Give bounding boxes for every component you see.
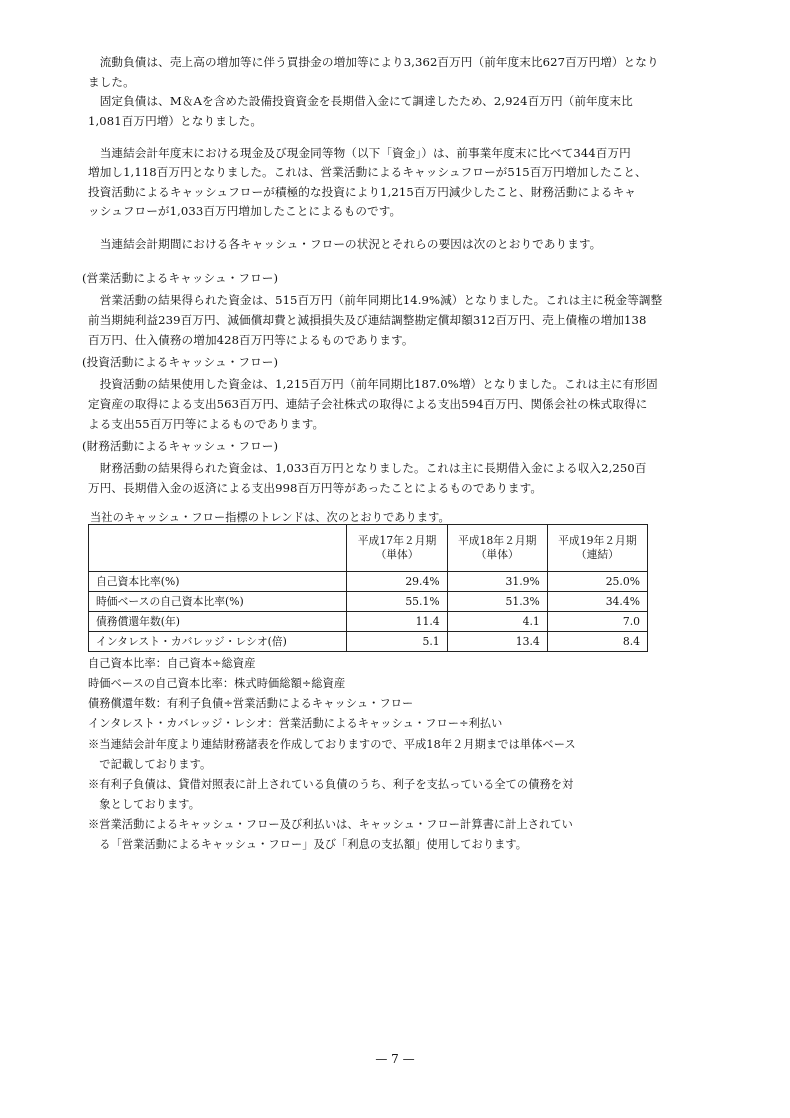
note-line: で記載しております。 xyxy=(88,758,212,771)
row-label: 債務償還年数(年) xyxy=(89,612,347,632)
cash-flow-indicator-table xyxy=(88,524,648,652)
table-cell: 34.4% xyxy=(547,592,647,612)
note-line: る「営業活動によるキャッシュ・フロー」及び「利息の支払額」使用しております。 xyxy=(88,838,528,851)
section-heading-operating: (営業活動によるキャッシュ・フロー) xyxy=(82,271,279,285)
row-label: 自己資本比率(%) xyxy=(89,572,347,592)
table-cell: 8.4 xyxy=(547,632,647,652)
operating-line-1: 営業活動の結果得られた資金は、515百万円（前年同期比14.9%減）となりました。これは主に税金等調整 xyxy=(88,293,663,307)
table-row xyxy=(89,592,648,612)
table-header-row xyxy=(89,525,648,572)
table-header-fy2006 xyxy=(447,525,547,572)
paragraph-fixed-liabilities-line-2: 1,081百万円増）となりました。 xyxy=(88,114,263,128)
table-cell: 25.0% xyxy=(547,572,647,592)
note-line: 象としております。 xyxy=(88,798,200,811)
row-label: インタレスト・カバレッジ・レシオ(倍) xyxy=(89,632,347,652)
table-header-blank xyxy=(89,525,347,572)
operating-line-2: 前当期純利益239百万円、減価償却費と減損損失及び連結調整勘定償却額312百万円、売上債権の増加138 xyxy=(88,313,647,327)
table-cell: 13.4 xyxy=(447,632,547,652)
financing-line-1: 財務活動の結果得られた資金は、1,033百万円となりました。これは主に長期借入金による収入2,250百 xyxy=(88,461,647,475)
table-row xyxy=(89,572,648,592)
table-row xyxy=(89,612,648,632)
paragraph-cash-line-2: 増加し1,118百万円となりました。これは、営業活動によるキャッシュフローが515百万円増加したこと、 xyxy=(88,165,647,179)
page-number: — 7 — xyxy=(375,1052,415,1066)
table-cell: 55.1% xyxy=(347,592,447,612)
section-heading-investing: (投資活動によるキャッシュ・フロー) xyxy=(82,355,279,369)
financing-line-2: 万円、長期借入金の返済による支出998百万円等があったことによるものであります。 xyxy=(88,481,543,495)
column-period: 平成19年２月期 xyxy=(558,534,637,547)
note-line: ※有利子負債は、貸借対照表に計上されている負債のうち、利子を支払っている全ての債務を対 xyxy=(88,778,574,791)
investing-line-1: 投資活動の結果使用した資金は、1,215百万円（前年同期比187.0%増）となりました。これは主に有形固 xyxy=(88,377,658,391)
note-line: インタレスト・カバレッジ・レシオ：営業活動によるキャッシュ・フロー÷利払い xyxy=(88,717,503,730)
paragraph-cash-line-3: 投資活動によるキャッシュフローが積極的な投資により1,215百万円減少したこと、財務活動によるキャ xyxy=(88,185,636,199)
operating-line-3: 百万円、仕入債務の増加428百万円等によるものであります。 xyxy=(88,333,414,347)
investing-line-2: 定資産の取得による支出563百万円、連結子会社株式の取得による支出594百万円、関係会社の株式取得に xyxy=(88,397,648,411)
table-row xyxy=(89,632,648,652)
table-header-fy2005 xyxy=(347,525,447,572)
table-cell: 11.4 xyxy=(347,612,447,632)
table-header-fy2007 xyxy=(547,525,647,572)
table-cell: 31.9% xyxy=(447,572,547,592)
note-line: 時価ベースの自己資本比率：株式時価総額÷総資産 xyxy=(88,677,346,690)
investing-line-3: よる支出55百万円等によるものであります。 xyxy=(88,417,325,431)
note-line: ※営業活動によるキャッシュ・フロー及び利払いは、キャッシュ・フロー計算書に計上されてい xyxy=(88,818,573,831)
note-line: ※当連結会計年度より連結財務諸表を作成しておりますので、平成18年２月期までは単体ベース xyxy=(88,738,576,751)
paragraph-cash-line-4: ッシュフローが1,033百万円増加したことによるものです。 xyxy=(88,204,402,218)
table-cell: 7.0 xyxy=(547,612,647,632)
column-period: 平成17年２月期 xyxy=(357,534,437,547)
table-cell: 29.4% xyxy=(347,572,447,592)
paragraph-fixed-liabilities-line-1: 固定負債は、M＆Aを含めた設備投資資金を長期借入金にて調達したため、2,924百万円（前年度末比 xyxy=(88,94,633,108)
paragraph-current-liabilities-line-2: ました。 xyxy=(88,75,135,89)
paragraph-intro-line-1: 当連結会計期間における各キャッシュ・フローの状況とそれらの要因は次のとおりであります。 xyxy=(88,237,602,251)
table-cell: 5.1 xyxy=(347,632,447,652)
column-basis: （連結） xyxy=(575,548,619,561)
paragraph-current-liabilities-line-1: 流動負債は、売上高の増加等に伴う買掛金の増加等により3,362百万円（前年度末比627百万円増）となり xyxy=(88,55,659,69)
column-basis: （単体） xyxy=(475,548,519,561)
table-caption: 当社のキャッシュ・フロー指標のトレンドは、次のとおりであります。 xyxy=(90,511,450,524)
section-heading-financing: (財務活動によるキャッシュ・フロー) xyxy=(82,439,279,453)
note-line: 自己資本比率：自己資本÷総資産 xyxy=(88,657,256,670)
table-cell: 4.1 xyxy=(447,612,547,632)
column-basis: （単体） xyxy=(375,548,419,561)
note-line: 債務償還年数：有利子負債÷営業活動によるキャッシュ・フロー xyxy=(88,697,414,710)
paragraph-cash-line-1: 当連結会計年度末における現金及び現金同等物（以下「資金」）は、前事業年度末に比べて344百万円 xyxy=(88,146,631,160)
row-label: 時価ベースの自己資本比率(%) xyxy=(89,592,347,612)
column-period: 平成18年２月期 xyxy=(457,534,537,547)
table-cell: 51.3% xyxy=(447,592,547,612)
